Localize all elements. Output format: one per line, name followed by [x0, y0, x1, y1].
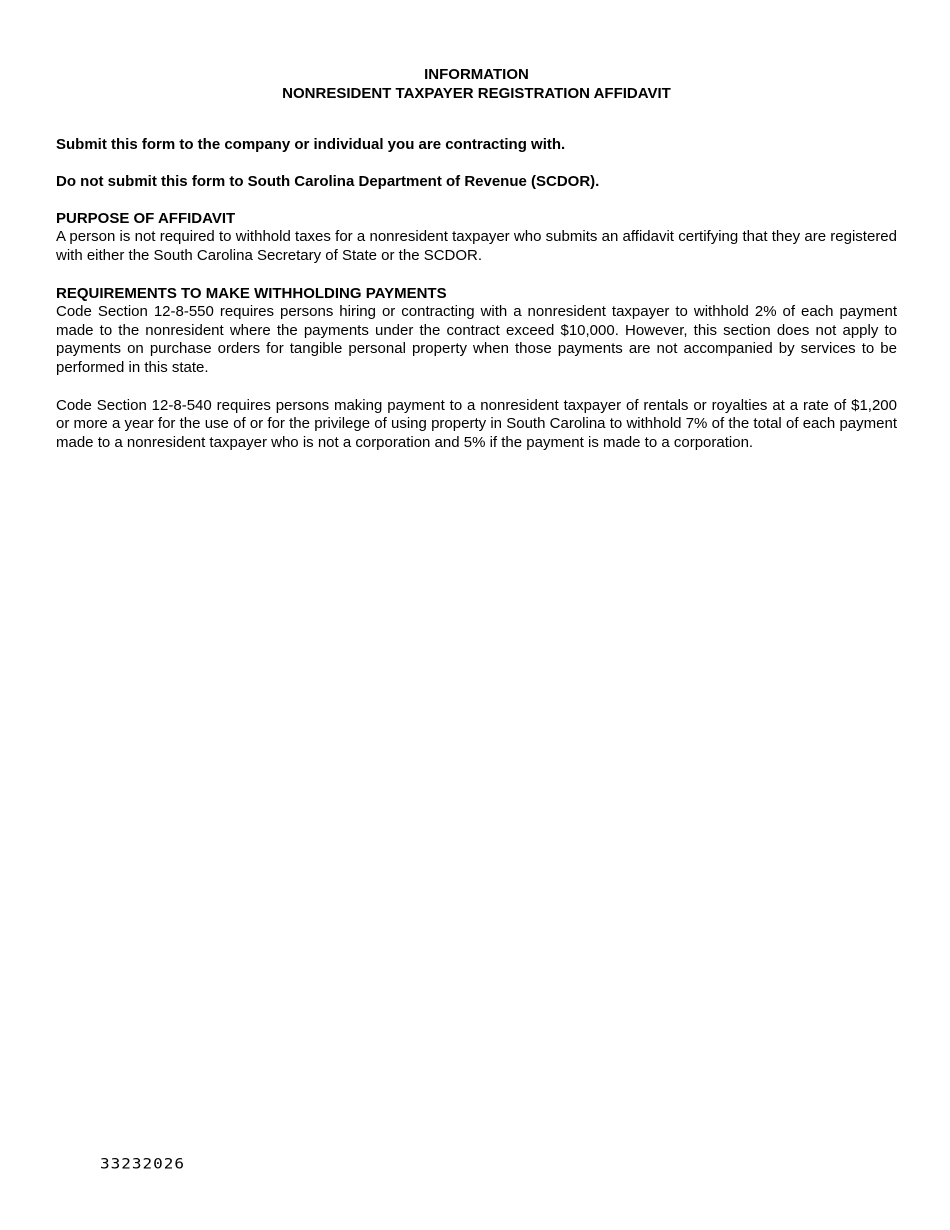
purpose-section [56, 209, 897, 265]
purpose-heading: PURPOSE OF AFFIDAVIT [56, 210, 236, 227]
requirements-paragraph-1: Code Section 12-8-550 requires persons hiring or contracting with a nonresident taxpayer to withhold 2% of each payment made to the nonresident where the payments under the contract exceed $10,000. However, this section does not apply to payments on purchase orders for tangible personal property when those payments are not accompanied by services to be performed in this state. [56, 303, 897, 377]
title-line-information: INFORMATION [424, 66, 529, 83]
requirements-section [56, 284, 897, 453]
requirements-heading: REQUIREMENTS TO MAKE WITHHOLDING PAYMENTS [56, 285, 447, 302]
title-line-affidavit: NONRESIDENT TAXPAYER REGISTRATION AFFIDAVIT [282, 85, 671, 102]
purpose-text: A person is not required to withhold taxes for a nonresident taxpayer who submits an affidavit certifying that they are registered with either the South Carolina Secretary of State or the SCDOR. [56, 228, 897, 264]
form-code: 33232026 [100, 1155, 186, 1173]
document-title [56, 65, 897, 103]
submit-instruction: Submit this form to the company or individual you are contracting with. [56, 136, 566, 153]
requirements-paragraph-2: Code Section 12-8-540 requires persons making payment to a nonresident taxpayer of rentals or royalties at a rate of $1,200 or more a year for the use of or for the privilege of using property in South Carolina to withhold 7% of the total of each payment made to a nonresident taxpayer who is not a corporation and 5% if the payment is made to a corporation. [56, 396, 897, 451]
do-not-submit-instruction: Do not submit this form to South Carolina Department of Revenue (SCDOR). [56, 173, 600, 190]
